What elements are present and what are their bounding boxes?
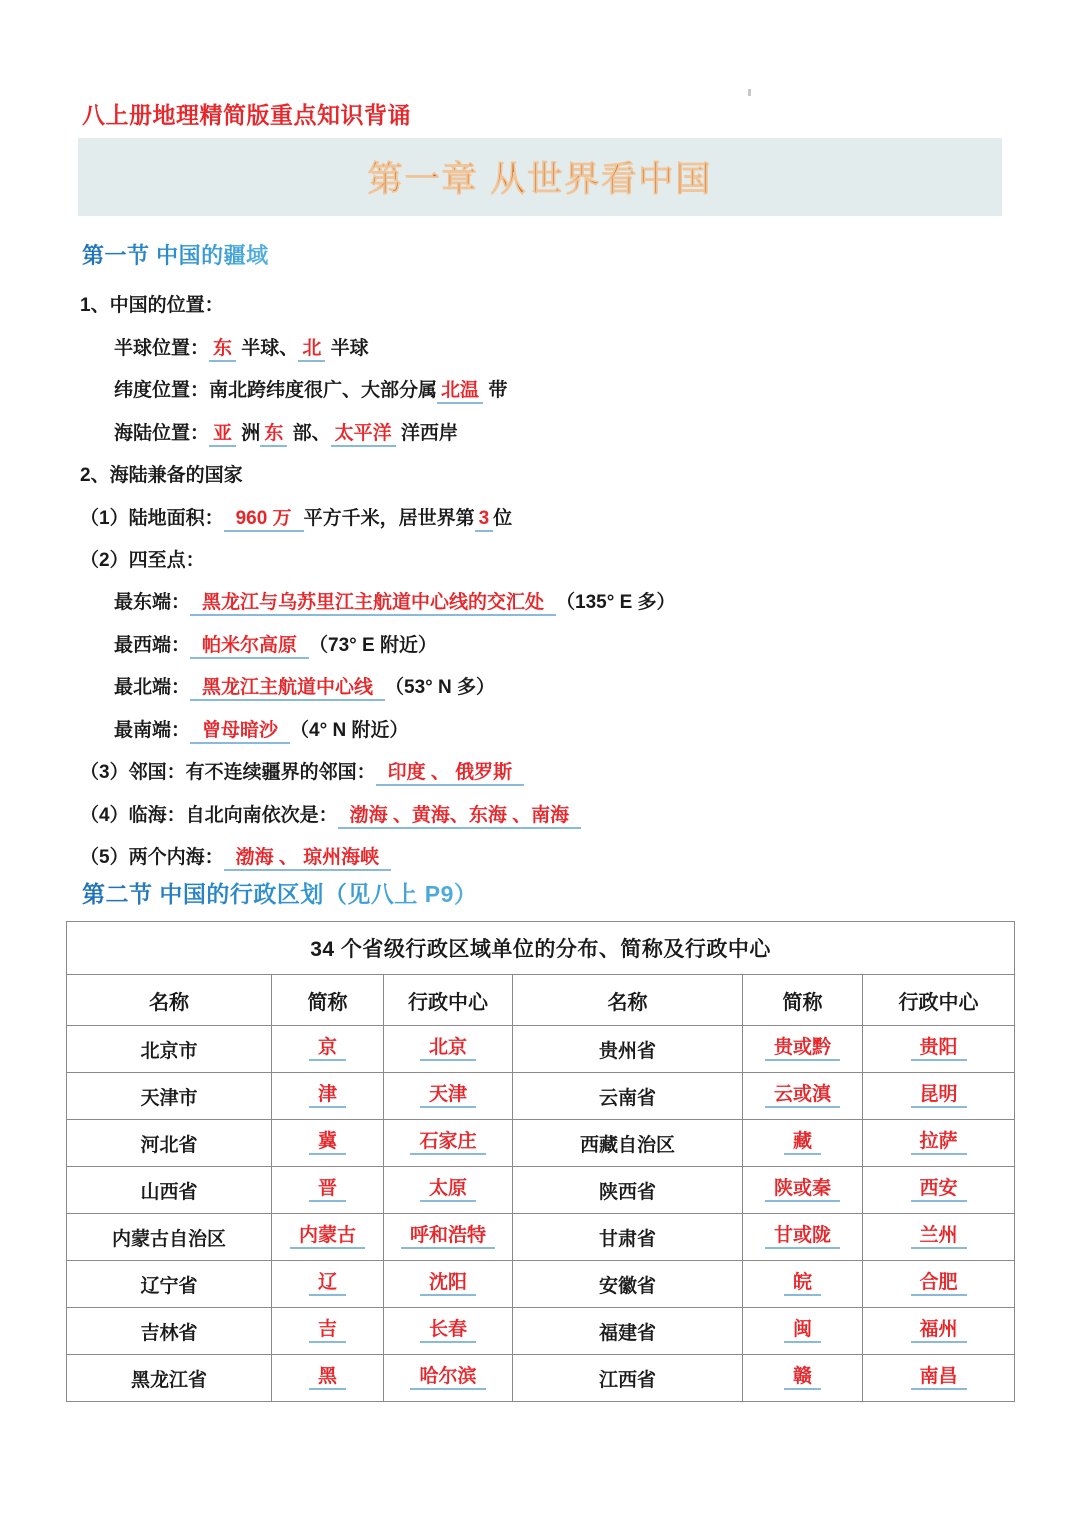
province-name: 西藏自治区 bbox=[513, 1120, 743, 1167]
province-capital bbox=[863, 1120, 1015, 1167]
coordinate-note: （135° E 多） bbox=[556, 592, 676, 613]
province-abbr bbox=[743, 1167, 863, 1214]
chapter-banner bbox=[78, 138, 1002, 216]
column-header-5: 行政中心 bbox=[863, 975, 1015, 1026]
answer-abbr: 贵或黔 bbox=[765, 1038, 840, 1062]
answer-capital: 天津 bbox=[420, 1085, 476, 1109]
answer-blank: 北温 bbox=[437, 381, 483, 404]
row-text: 部、 bbox=[287, 423, 331, 444]
column-header-4: 简称 bbox=[743, 975, 863, 1026]
page-title: 八上册地理精简版重点知识背诵 bbox=[82, 102, 411, 128]
table-row bbox=[67, 1355, 1015, 1402]
province-name: 北京市 bbox=[67, 1026, 272, 1073]
answer-capital: 石家庄 bbox=[410, 1132, 485, 1156]
row-label: （4）临海：自北向南依次是： bbox=[80, 805, 338, 826]
province-abbr bbox=[272, 1308, 384, 1355]
row-label: 最东端： bbox=[114, 592, 191, 613]
neighbors-row bbox=[80, 763, 524, 786]
answer-abbr: 辽 bbox=[309, 1273, 346, 1297]
answer-blank: 亚 bbox=[209, 424, 236, 447]
column-header-3: 名称 bbox=[513, 975, 743, 1026]
province-abbr bbox=[743, 1120, 863, 1167]
province-capital bbox=[384, 1308, 513, 1355]
answer-abbr: 晋 bbox=[309, 1179, 346, 1203]
answer-abbr: 陕或秦 bbox=[765, 1179, 840, 1203]
province-name: 云南省 bbox=[513, 1073, 743, 1120]
column-header-1: 简称 bbox=[272, 975, 384, 1026]
row-text: 平方千米，居世界第 bbox=[303, 508, 475, 529]
table-row bbox=[67, 1073, 1015, 1120]
province-abbr bbox=[272, 1214, 384, 1261]
answer-land-area: 960 万 bbox=[224, 509, 304, 532]
province-capital bbox=[863, 1308, 1015, 1355]
row-label: 半球位置： bbox=[114, 338, 210, 359]
province-capital bbox=[384, 1214, 513, 1261]
answer-adjacent-seas: 渤海 、黄海、东海 、南海 bbox=[338, 806, 582, 829]
answer-abbr: 皖 bbox=[784, 1273, 821, 1297]
row-label: （3）邻国：有不连续疆界的邻国： bbox=[80, 762, 376, 783]
extreme-north-row bbox=[114, 678, 495, 701]
answer-capital: 南昌 bbox=[911, 1367, 967, 1391]
row-label: 最西端： bbox=[114, 635, 191, 656]
province-table bbox=[66, 921, 1015, 1402]
answer-neighbors: 印度 、 俄罗斯 bbox=[376, 763, 525, 786]
province-capital bbox=[384, 1120, 513, 1167]
row-text: 位 bbox=[493, 508, 513, 529]
answer-abbr: 冀 bbox=[309, 1132, 346, 1156]
province-name: 安徽省 bbox=[513, 1261, 743, 1308]
answer-capital: 沈阳 bbox=[420, 1273, 476, 1297]
answer-capital: 昆明 bbox=[911, 1085, 967, 1109]
answer-capital: 长春 bbox=[420, 1320, 476, 1344]
row-label: （1）陆地面积： bbox=[80, 508, 224, 529]
answer-capital: 合肥 bbox=[911, 1273, 967, 1297]
answer-abbr: 内蒙古 bbox=[290, 1226, 365, 1250]
table-row bbox=[67, 1167, 1015, 1214]
province-abbr bbox=[743, 1214, 863, 1261]
answer-abbr: 赣 bbox=[784, 1367, 821, 1391]
province-capital bbox=[384, 1026, 513, 1073]
province-capital bbox=[384, 1355, 513, 1402]
province-abbr bbox=[743, 1308, 863, 1355]
answer-capital: 太原 bbox=[420, 1179, 476, 1203]
province-name: 天津市 bbox=[67, 1073, 272, 1120]
row-text: 半球 bbox=[325, 338, 369, 359]
row-label: （5）两个内海： bbox=[80, 847, 224, 868]
province-name: 内蒙古自治区 bbox=[67, 1214, 272, 1261]
row-label: 纬度位置： bbox=[114, 380, 210, 401]
province-name: 山西省 bbox=[67, 1167, 272, 1214]
province-abbr bbox=[272, 1073, 384, 1120]
extreme-west-row bbox=[114, 636, 437, 659]
province-capital bbox=[863, 1073, 1015, 1120]
coordinate-note: （53° N 多） bbox=[385, 677, 496, 698]
row-text: 半球、 bbox=[236, 338, 299, 359]
province-name: 福建省 bbox=[513, 1308, 743, 1355]
table-caption: 34 个省级行政区域单位的分布、简称及行政中心 bbox=[67, 922, 1015, 975]
province-abbr bbox=[743, 1026, 863, 1073]
province-name: 贵州省 bbox=[513, 1026, 743, 1073]
answer-abbr: 黑 bbox=[309, 1367, 346, 1391]
province-capital bbox=[384, 1167, 513, 1214]
answer-abbr: 闽 bbox=[784, 1320, 821, 1344]
province-capital bbox=[863, 1355, 1015, 1402]
province-abbr bbox=[272, 1120, 384, 1167]
province-capital bbox=[863, 1261, 1015, 1308]
province-name: 辽宁省 bbox=[67, 1261, 272, 1308]
answer-abbr: 甘或陇 bbox=[765, 1226, 840, 1250]
row-label: 最南端： bbox=[114, 720, 191, 741]
province-name: 甘肃省 bbox=[513, 1214, 743, 1261]
row-label: 最北端： bbox=[114, 677, 191, 698]
province-abbr bbox=[743, 1261, 863, 1308]
answer-abbr: 藏 bbox=[784, 1132, 821, 1156]
province-capital bbox=[863, 1026, 1015, 1073]
answer-abbr: 津 bbox=[309, 1085, 346, 1109]
table-row bbox=[67, 1120, 1015, 1167]
position-row-landsea bbox=[114, 424, 458, 447]
answer-capital: 兰州 bbox=[911, 1226, 967, 1250]
row-text: 带 bbox=[483, 380, 508, 401]
answer-abbr: 云或滇 bbox=[765, 1085, 840, 1109]
province-capital bbox=[863, 1167, 1015, 1214]
province-capital bbox=[863, 1214, 1015, 1261]
stray-mark bbox=[748, 89, 751, 96]
answer-abbr: 吉 bbox=[309, 1320, 346, 1344]
answer-world-rank: 3 bbox=[475, 509, 494, 532]
land-area-row bbox=[80, 509, 512, 532]
answer-blank: 北 bbox=[298, 339, 325, 362]
table-caption-row bbox=[67, 922, 1015, 975]
section-heading-1: 第一节 中国的疆域 bbox=[82, 239, 269, 270]
province-name: 江西省 bbox=[513, 1355, 743, 1402]
province-abbr bbox=[272, 1167, 384, 1214]
row-text: 洋西岸 bbox=[395, 423, 458, 444]
adjacent-seas-row bbox=[80, 806, 581, 829]
table-row bbox=[67, 1026, 1015, 1073]
answer-blank: 东 bbox=[209, 339, 236, 362]
row-text: 洲 bbox=[236, 423, 261, 444]
province-abbr bbox=[743, 1073, 863, 1120]
inland-seas-row bbox=[80, 848, 391, 871]
answer-capital: 哈尔滨 bbox=[410, 1367, 485, 1391]
answer-extreme-north: 黑龙江主航道中心线 bbox=[190, 678, 385, 701]
answer-capital: 西安 bbox=[911, 1179, 967, 1203]
province-name: 河北省 bbox=[67, 1120, 272, 1167]
section-heading-2: 第二节 中国的行政区划（见八上 P9） bbox=[82, 876, 477, 909]
province-capital bbox=[384, 1261, 513, 1308]
province-capital bbox=[384, 1073, 513, 1120]
row-label: 海陆位置： bbox=[114, 423, 210, 444]
coordinate-note: （73° E 附近） bbox=[309, 635, 437, 656]
province-abbr bbox=[272, 1355, 384, 1402]
answer-inland-seas: 渤海 、 琼州海峡 bbox=[224, 848, 392, 871]
row-text: 南北跨纬度很广、大部分属 bbox=[209, 380, 438, 401]
province-name: 黑龙江省 bbox=[67, 1355, 272, 1402]
province-name: 吉林省 bbox=[67, 1308, 272, 1355]
extreme-east-row bbox=[114, 593, 676, 616]
answer-abbr: 京 bbox=[309, 1038, 346, 1062]
chapter-title: 第一章 从世界看中国 bbox=[367, 160, 713, 199]
coordinate-note: （4° N 附近） bbox=[290, 720, 409, 741]
table-header-row bbox=[67, 975, 1015, 1026]
column-header-2: 行政中心 bbox=[384, 975, 513, 1026]
province-name: 陕西省 bbox=[513, 1167, 743, 1214]
answer-blank: 太平洋 bbox=[331, 424, 396, 447]
answer-extreme-east: 黑龙江与乌苏里江主航道中心线的交汇处 bbox=[190, 593, 556, 616]
column-header-0: 名称 bbox=[67, 975, 272, 1026]
answer-capital: 拉萨 bbox=[911, 1132, 967, 1156]
four-extremes-label: （2）四至点： bbox=[80, 550, 205, 571]
table-row bbox=[67, 1261, 1015, 1308]
province-abbr bbox=[272, 1026, 384, 1073]
answer-capital: 福州 bbox=[911, 1320, 967, 1344]
table-row bbox=[67, 1308, 1015, 1355]
position-row-latitude bbox=[114, 381, 507, 404]
extreme-south-row bbox=[114, 721, 408, 744]
table-row bbox=[67, 1214, 1015, 1261]
province-abbr bbox=[272, 1261, 384, 1308]
answer-capital: 北京 bbox=[420, 1038, 476, 1062]
item-2-label: 2、海陆兼备的国家 bbox=[80, 465, 243, 486]
item-1-label: 1、中国的位置： bbox=[80, 295, 224, 316]
answer-capital: 呼和浩特 bbox=[401, 1226, 495, 1250]
answer-blank: 东 bbox=[260, 424, 287, 447]
position-row-hemisphere bbox=[114, 339, 369, 362]
answer-capital: 贵阳 bbox=[911, 1038, 967, 1062]
province-abbr bbox=[743, 1355, 863, 1402]
answer-extreme-west: 帕米尔高原 bbox=[190, 636, 309, 659]
answer-extreme-south: 曾母暗沙 bbox=[190, 721, 290, 744]
